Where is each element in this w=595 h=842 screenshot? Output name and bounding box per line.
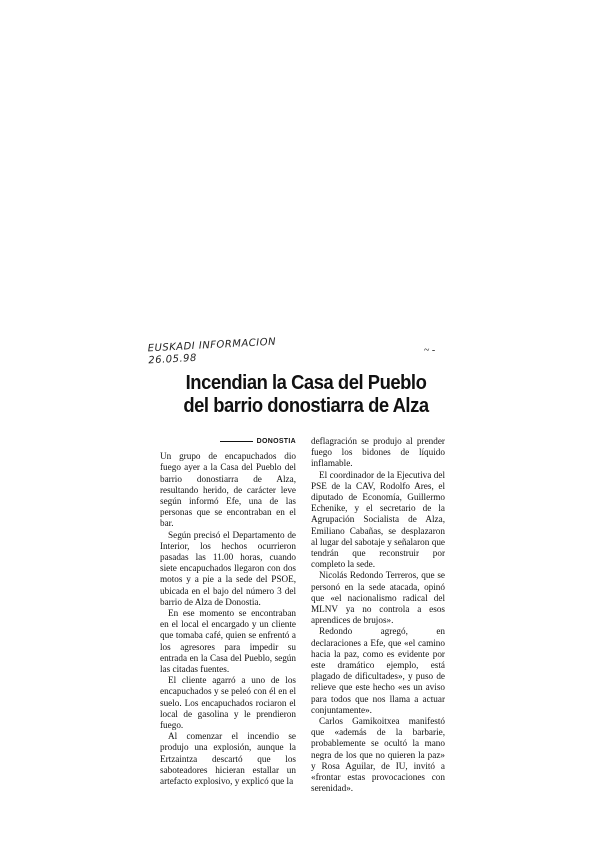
paragraph: En ese momento se encontraban en el local el encargado y un cliente que tomaba café, quien se enfrentó a los agresores para impedir su entrada en la Casa del Pueblo, según las citadas fuentes. xyxy=(160,608,296,675)
article-column-right xyxy=(311,436,445,795)
paragraph: Según precisó el Departamento de Interior, los hechos ocurrieron pasadas las 11.00 horas, cuando siete encapuchados llegaron con dos motos y a pie a la sede del PSOE, ubicada en el bajo del número 3 del barrio de Alza de Donostia. xyxy=(160,529,296,607)
handwritten-date: 26.05.98 xyxy=(148,352,198,367)
handwritten-annotation xyxy=(147,337,277,368)
paragraph: Nicolás Redondo Terreros, que se personó en la sede atacada, opinó que «el nacionalismo radical del MLNV ya no controla a esos aprendices de brujos». xyxy=(311,570,445,626)
paragraph: Al comenzar el incendio se produjo una explosión, aunque la Ertzaintza descartó que los saboteadores hicieran estallar un artefacto explosivo, y explicó que la xyxy=(160,731,296,787)
byline-rule xyxy=(220,441,253,442)
byline xyxy=(160,436,296,447)
paragraph: El coordinador de la Ejecutiva del PSE de la CAV, Rodolfo Ares, el diputado de Economía, Guillermo Echenike, y el secretario de la Agrupación Socialista de Alza, Emiliano Cabañas, se desplazaron al lugar del sabotaje y señalaron que tendrán que reconstruir por completo la sede. xyxy=(311,469,445,570)
handwritten-source: EUSKADI INFORMACION xyxy=(147,336,277,355)
article-column-left xyxy=(160,436,296,787)
headline-line-1: Incendian la Casa del Pueblo xyxy=(185,372,427,394)
paragraph: Redondo agregó, en declaraciones a Efe, que «el camino hacia la paz, como es evidente por este dramático ejemplo, está plagado de dificultades», y puso de relieve que este hecho «es un aviso para todos que nos llama a actuar conjuntamente». xyxy=(311,626,445,715)
paragraph: Un grupo de encapuchados dio fuego ayer a la Casa del Pueblo del barrio donostiarra de Alza, resultando herido, de carácter leve según informó Efe, una de las personas que se encontraban en el bar. xyxy=(160,451,296,529)
article-headline xyxy=(168,372,444,418)
headline-line-2: del barrio donostiarra de Alza xyxy=(183,395,429,417)
paragraph: El cliente agarró a uno de los encapuchados y se peleó con él en el suelo. Los encapuchados rociaron el local de gasolina y le prendieron fuego. xyxy=(160,675,296,731)
handwritten-mark: ~ - xyxy=(424,345,436,356)
paragraph: Carlos Gamikoitxea manifestó que «además de la barbarie, probablemente se ocultó la mano negra de los que no quieren la paz» y Rosa Aguilar, de IU, invitó a «frontar estas provocaciones con serenidad». xyxy=(311,716,445,794)
paragraph: deflagración se produjo al prender fuego los bidones de líquido inflamable. xyxy=(311,436,445,469)
byline-location: DONOSTIA xyxy=(256,438,296,445)
